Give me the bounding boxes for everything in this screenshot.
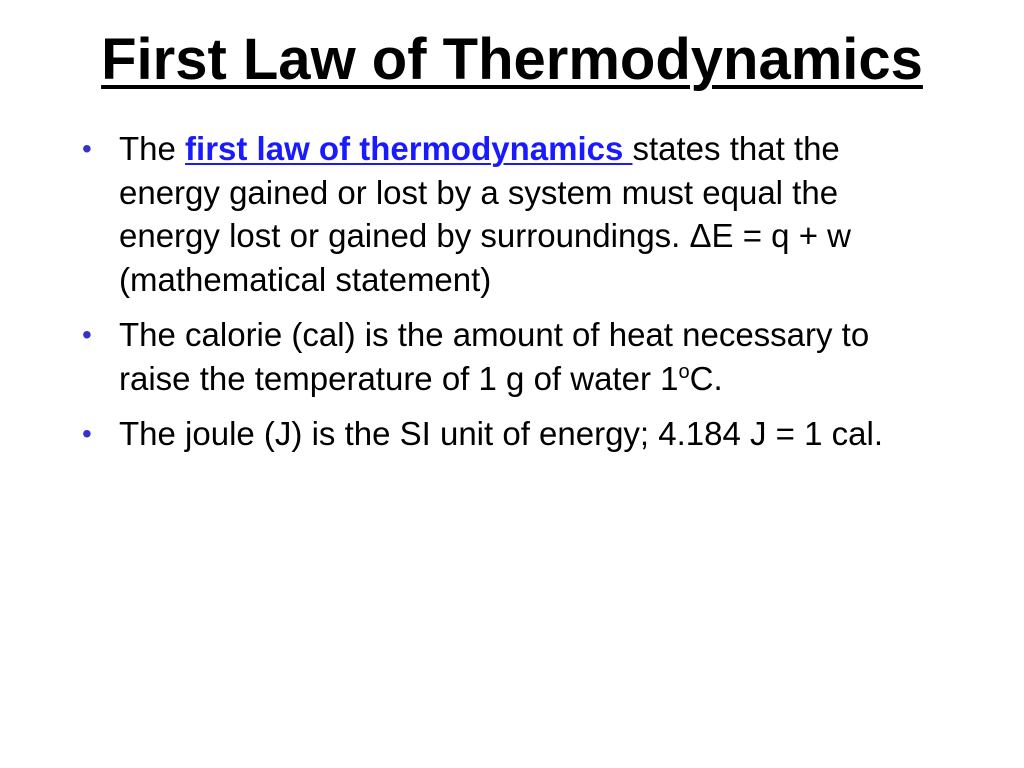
bullet-marker-icon: •	[82, 319, 92, 350]
bullet-list	[78, 127, 938, 468]
slide-title: First Law of Thermodynamics	[101, 27, 923, 92]
first-law-link[interactable]: first law of thermodynamics	[185, 130, 633, 167]
bullet-marker-icon: •	[82, 418, 92, 449]
bullet-calorie	[78, 313, 938, 400]
bullet-text-suffix: states that the energy gained or lost by a system must equal the energy lost or gained by surroundings. ΔE = q + w (mathematical statement)	[119, 130, 851, 298]
joule-text: The joule (J) is the SI unit of energy; 4.184 J = 1 cal.	[119, 415, 883, 452]
bullet-first-law	[78, 127, 938, 301]
calorie-text: The calorie (cal) is the amount of heat necessary to raise the temperature of 1 g of water 1	[119, 316, 870, 397]
bullet-marker-icon: •	[82, 133, 92, 164]
bullet-text-prefix: The	[119, 130, 186, 167]
degree-superscript: o	[678, 360, 690, 383]
calorie-text-end: C.	[689, 359, 723, 397]
bullet-joule	[78, 412, 938, 456]
